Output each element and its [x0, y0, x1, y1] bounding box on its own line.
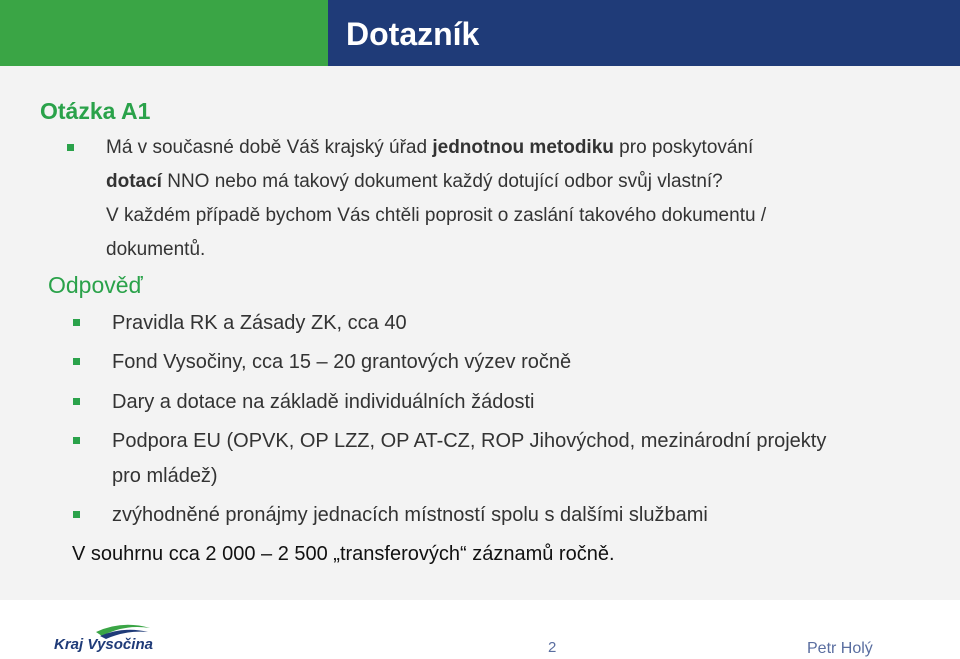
answer-item-5: zvýhodněné pronájmy jednacích místností spolu s dalšími službami	[112, 504, 708, 526]
answer-item-3: Dary a dotace na základě individuálních žádosti	[112, 391, 535, 413]
page-title: Dotazník	[346, 16, 480, 52]
bullet-icon	[73, 437, 80, 444]
question-line-1	[106, 131, 753, 165]
question-text: pro poskytování	[613, 137, 754, 158]
answer-item-4-line-1: Podpora EU (OPVK, OP LZZ, OP AT-CZ, ROP Jihovýchod, mezinárodní projekty	[112, 430, 827, 452]
question-line-2	[106, 165, 723, 199]
answer-heading: Odpověď	[48, 272, 143, 298]
question-heading: Otázka A1	[40, 98, 151, 124]
question-emphasis: jednotnou metodiku	[432, 137, 614, 158]
author-name: Petr Holý	[807, 640, 873, 657]
logo-text: Kraj Vysočina	[54, 636, 153, 653]
question-text: NNO nebo má takový dokument každý dotující odbor svůj vlastní?	[161, 171, 723, 192]
answer-item-4-line-2: pro mládež)	[112, 465, 218, 487]
page-number: 2	[548, 639, 557, 656]
question-emphasis: dotací	[106, 171, 162, 192]
bullet-icon	[73, 398, 80, 405]
bullet-icon	[73, 358, 80, 365]
summary-text: V souhrnu cca 2 000 – 2 500 „transferových“ záznamů ročně.	[72, 543, 615, 565]
question-line-4: dokumentů.	[106, 239, 206, 260]
question-text: Má v současné době Váš krajský úřad	[106, 137, 433, 158]
bullet-icon	[73, 319, 80, 326]
header-green-block	[0, 0, 328, 66]
bullet-icon	[73, 511, 80, 518]
answer-item-2: Fond Vysočiny, cca 15 – 20 grantových výzev ročně	[112, 351, 572, 373]
bullet-icon	[67, 144, 74, 151]
question-line-3: V každém případě bychom Vás chtěli poprosit o zaslání takového dokumentu /	[106, 205, 767, 226]
answer-item-1: Pravidla RK a Zásady ZK, cca 40	[112, 312, 407, 334]
